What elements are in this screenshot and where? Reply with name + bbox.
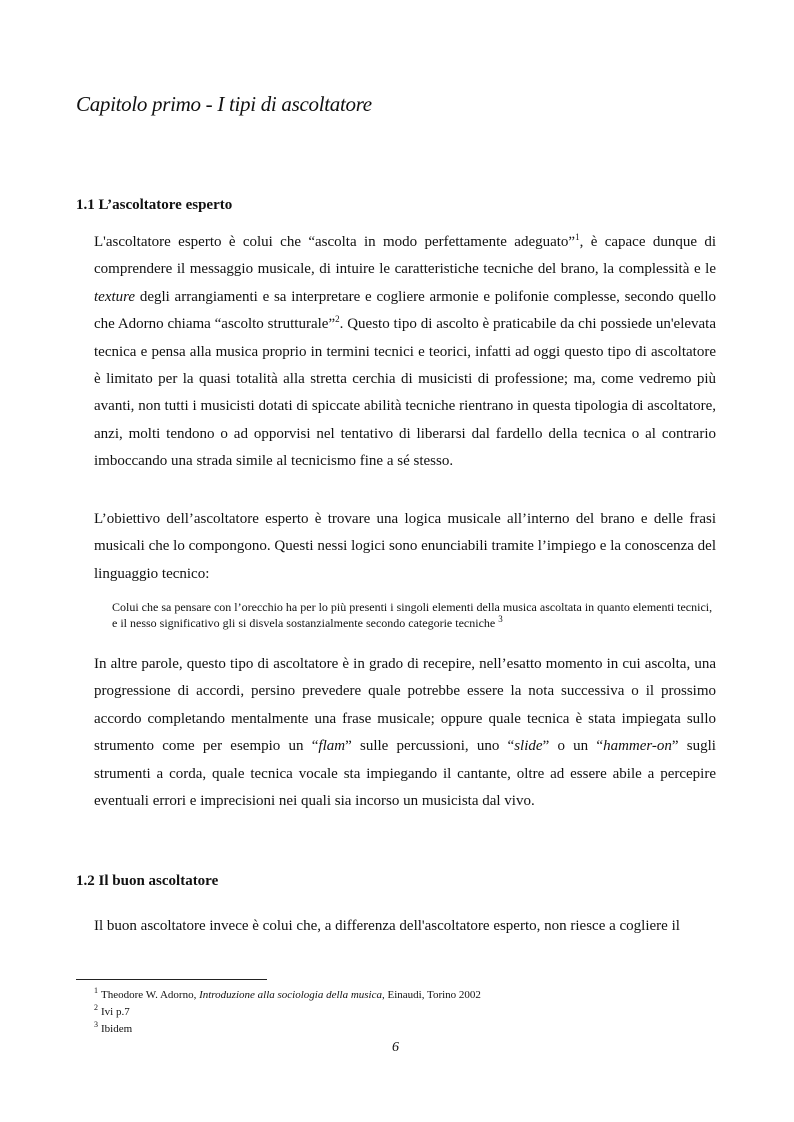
footnote-number: 3 (94, 1020, 98, 1030)
text: L'ascoltatore esperto è colui che “ascolta in modo perfettamente adeguato” (94, 234, 576, 250)
paragraph-good-listener: Il buon ascoltatore invece è colui che, a differenza dell'ascoltatore esperto, non riesce a cogliere il (94, 918, 680, 934)
footnote-3 (94, 1021, 694, 1038)
italic-term: hammer-on (603, 738, 672, 755)
italic-term: texture (94, 288, 136, 305)
paragraph-expert-examples (94, 651, 716, 815)
paragraph-expert-objective: L’obiettivo dell’ascoltatore esperto è trovare una logica musicale all’interno del brano e delle frasi musicali che lo compongono. Questi nessi logici sono enunciabili tramite l’impiego e la conoscenza del linguaggio tecnico: (94, 511, 716, 582)
italic-term: slide (514, 738, 543, 755)
footnote-ref-1[interactable]: 1 (575, 232, 580, 242)
footnote-separator (76, 979, 267, 980)
page-number: 6 (392, 1040, 399, 1055)
footnote-number: 1 (94, 986, 98, 996)
text: ” o un “ (542, 738, 604, 755)
text: , è capace dunque di comprendere il messaggio musicale, di intuire le caratteristiche tecniche del brano, la complessità e le (94, 234, 716, 278)
footnotes (94, 987, 694, 1038)
block-quote (112, 599, 718, 631)
footnote-1 (94, 987, 694, 1004)
text: ” sulle percussioni, uno “ (345, 738, 515, 755)
section-heading-1-1: 1.1 L’ascoltatore esperto (76, 197, 233, 213)
text: . Questo tipo di ascolto è praticabile da chi possiede un'elevata tecnica e pensa alla musica proprio in termini tecnici e teorici, infatti ad oggi questo tipo di ascoltatore è limitato per la quasi totalità alla stretta cerchia di musicisti di professione; ma, come vedremo più avanti, non tutti i musicisti dotati di spiccate abilità tecniche rientrano in questa tipologia di ascoltatore, anzi, molti tendono o ad opporvisi nel tentativo di liberarsi dal fardello della tecnica o al contrario imboccando una strada simile al tecnicismo fine a sé stesso. (94, 316, 717, 470)
footnote-text: Ibidem (101, 1023, 133, 1035)
footnote-title: Introduzione alla sociologia della musica (199, 989, 382, 1001)
text: ” sugli strumenti a corda, quale tecnica vocale sta impiegando il cantante, oltre ad essere abile a percepire eventuali errori e imprecisioni nei quali sia incorso un musicista dal vivo. (94, 738, 716, 810)
quote-text: Colui che sa pensare con l’orecchio ha per lo più presenti i singoli elementi della musica ascoltata in quanto elementi tecnici, e il nesso significativo gli si disvela sostanzialmente secondo categorie tecniche (112, 600, 713, 630)
footnote-text: , Einaudi, Torino 2002 (382, 989, 481, 1001)
footnote-text: Theodore W. Adorno, (101, 989, 200, 1001)
footnote-2 (94, 1004, 694, 1021)
footnote-ref-2[interactable]: 2 (335, 314, 340, 325)
section-heading-1-2: 1.2 Il buon ascoltatore (76, 873, 219, 889)
italic-term: flam (318, 738, 346, 755)
chapter-title: Capitolo primo - I tipi di ascoltatore (76, 92, 372, 116)
footnote-ref-3[interactable]: 3 (498, 614, 503, 624)
text: degli arrangiamenti e sa interpretare e cogliere armonie e polifonie complesse, secondo quello che Adorno chiama “ascolto strutturale” (94, 288, 716, 333)
footnote-text: Ivi p.7 (101, 1006, 130, 1018)
paragraph-expert-definition (94, 229, 716, 476)
footnote-number: 2 (94, 1003, 98, 1013)
text: In altre parole, questo tipo di ascoltatore è in grado di recepire, nell’esatto momento in cui ascolta, una progressione di accordi, persino prevedere quale potrebbe essere la nota successiva o il prossimo accordo completando mentalmente una frase musicale; oppure quale tecnica è stata impiegata sullo strumento come per esempio un “ (94, 656, 716, 755)
